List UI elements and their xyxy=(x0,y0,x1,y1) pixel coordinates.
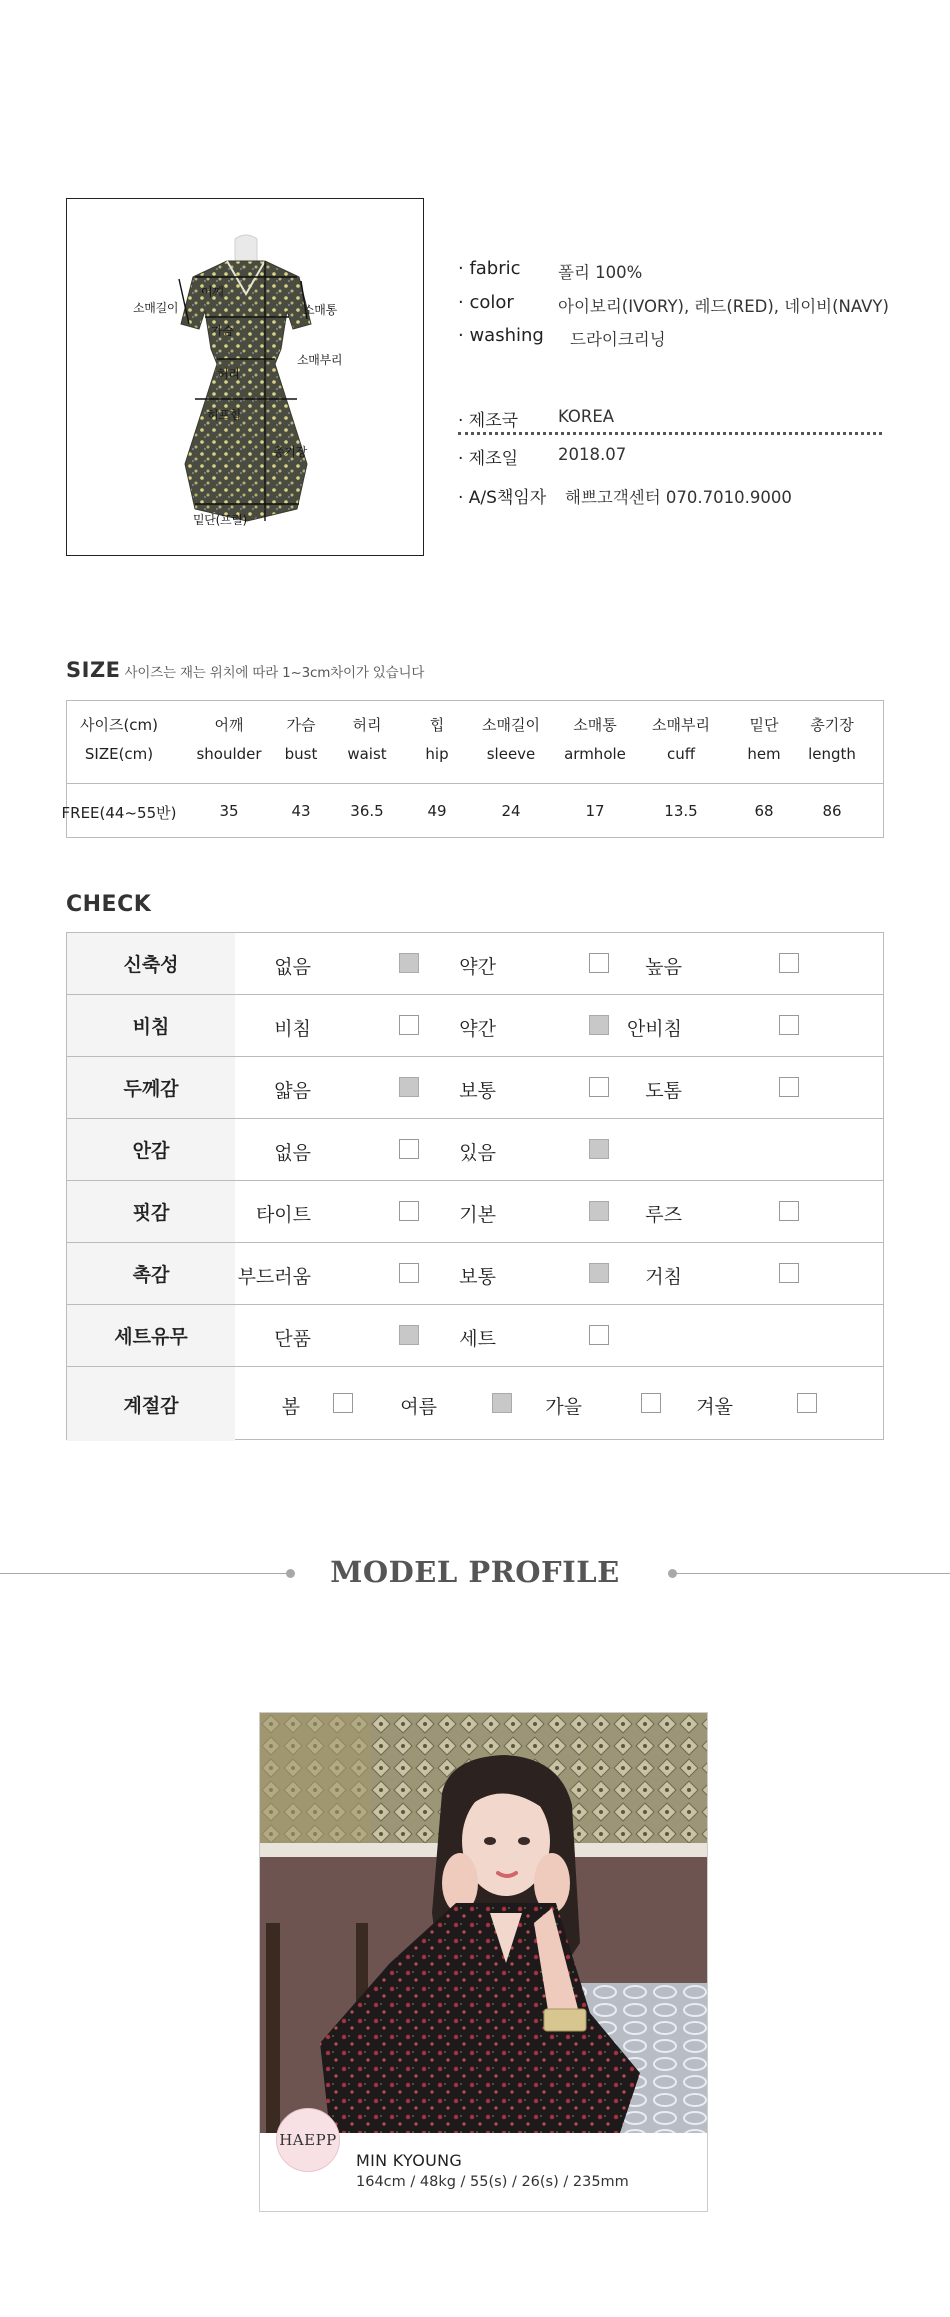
dotted-divider xyxy=(458,432,882,435)
check-row xyxy=(67,1367,883,1441)
checkbox-checked xyxy=(399,953,419,973)
check-option-label: 가을 xyxy=(545,1396,582,1418)
checkbox-unchecked xyxy=(779,1015,799,1035)
check-option-label: 봄 xyxy=(281,1396,300,1418)
check-option-label: 기본 xyxy=(459,1204,496,1226)
check-row-label: 핏감 xyxy=(67,1181,235,1242)
check-row xyxy=(67,1057,883,1119)
check-option-label: 여름 xyxy=(400,1396,437,1418)
check-row xyxy=(67,1243,883,1305)
check-row-label: 두께감 xyxy=(67,1057,235,1118)
size-cell-ko: 가슴 xyxy=(286,716,316,734)
size-cell-value: 35 xyxy=(219,802,239,820)
size-cell-ko: 소매길이 xyxy=(482,716,540,734)
checkbox-checked xyxy=(492,1393,512,1413)
size-cell-en: SIZE(cm) xyxy=(84,745,154,763)
info-fabric: · fabric 폴리 100% xyxy=(458,258,643,282)
size-cell-en: cuff xyxy=(666,745,696,763)
checkbox-unchecked xyxy=(589,1077,609,1097)
check-option-label: 없음 xyxy=(274,1142,311,1164)
checkbox-checked xyxy=(399,1077,419,1097)
check-option-label: 겨울 xyxy=(696,1396,733,1418)
size-cell-en: sleeve xyxy=(486,745,536,763)
size-cell-en: hip xyxy=(425,745,449,763)
checkbox-checked xyxy=(589,1263,609,1283)
checkbox-unchecked xyxy=(399,1015,419,1035)
check-row-label: 세트유무 xyxy=(67,1305,235,1366)
label-hip: 히프힙 xyxy=(207,408,241,422)
dress-measurement-image xyxy=(66,198,424,556)
check-option-label: 안비침 xyxy=(626,1018,682,1040)
check-row-label: 계절감 xyxy=(67,1367,235,1441)
label-length: 총기장 xyxy=(273,445,307,459)
check-option-label: 루즈 xyxy=(645,1204,682,1226)
model-profile-title: MODEL PROFILE xyxy=(330,1555,620,1589)
check-row xyxy=(67,995,883,1057)
label-shoulder: 어깨 xyxy=(201,285,224,299)
checkbox-unchecked xyxy=(399,1263,419,1283)
check-row xyxy=(67,1305,883,1367)
model-name: MIN KYOUNG xyxy=(356,2151,463,2170)
checkbox-checked xyxy=(589,1139,609,1159)
model-card xyxy=(259,1712,708,2212)
size-cell-ko: 밑단 xyxy=(749,716,779,734)
check-option-label: 보통 xyxy=(459,1266,496,1288)
check-row xyxy=(67,1181,883,1243)
size-cell-value: 36.5 xyxy=(350,802,384,820)
size-title: SIZE 사이즈는 재는 위치에 따라 1~3cm차이가 있습니다 xyxy=(66,658,425,682)
check-option-label: 부드러움 xyxy=(237,1266,311,1288)
size-cell-en: hem xyxy=(747,745,781,763)
check-option-label: 도톰 xyxy=(645,1080,682,1102)
size-cell-ko: 총기장 xyxy=(810,716,854,734)
size-cell-ko: 어깨 xyxy=(214,716,244,734)
check-option-label: 단품 xyxy=(274,1328,311,1350)
size-cell-en: armhole xyxy=(564,745,626,763)
checkbox-unchecked xyxy=(779,953,799,973)
checkbox-unchecked xyxy=(399,1139,419,1159)
label-armhole: 소매통 xyxy=(303,303,337,317)
size-cell-value: 49 xyxy=(427,802,447,820)
check-option-label: 타이트 xyxy=(255,1204,311,1226)
check-title: CHECK xyxy=(66,892,152,917)
check-option-label: 약간 xyxy=(459,956,496,978)
checkbox-checked xyxy=(589,1201,609,1221)
checkbox-unchecked xyxy=(779,1077,799,1097)
check-option-label: 보통 xyxy=(459,1080,496,1102)
size-cell-value: 13.5 xyxy=(664,802,698,820)
size-cell-ko: 허리 xyxy=(352,716,382,734)
check-option-label: 얇음 xyxy=(274,1080,311,1102)
size-cell-ko: 소매부리 xyxy=(652,716,710,734)
brand-badge: HAEPP xyxy=(276,2108,340,2172)
check-option-label: 없음 xyxy=(274,956,311,978)
checkbox-unchecked xyxy=(797,1393,817,1413)
check-row xyxy=(67,933,883,995)
info-date: · 제조일 2018.07 xyxy=(458,445,627,469)
check-row-label: 안감 xyxy=(67,1119,235,1180)
checkbox-unchecked xyxy=(641,1393,661,1413)
check-table xyxy=(66,932,884,1440)
size-cell-en: length xyxy=(808,745,856,763)
size-cell-ko: 소매통 xyxy=(573,716,617,734)
checkbox-checked xyxy=(399,1325,419,1345)
check-option-label: 있음 xyxy=(459,1142,496,1164)
size-table-divider xyxy=(67,783,883,784)
info-origin: · 제조국 KOREA xyxy=(458,407,615,431)
label-cuff: 소매부리 xyxy=(297,353,343,367)
label-bust: 가슴 xyxy=(211,324,234,338)
check-option-label: 약간 xyxy=(459,1018,496,1040)
check-row-label: 비침 xyxy=(67,995,235,1056)
size-table xyxy=(61,700,884,838)
checkbox-unchecked xyxy=(779,1201,799,1221)
label-sleeve-length: 소매길이 xyxy=(133,301,179,315)
size-cell-en: waist xyxy=(347,745,387,763)
info-as: · A/S책임자 해쁘고객센터 070.7010.9000 xyxy=(458,488,792,508)
check-option-label: 비침 xyxy=(274,1018,311,1040)
size-cell-value: 43 xyxy=(291,802,311,820)
check-option-label: 높음 xyxy=(645,956,682,978)
check-row xyxy=(67,1119,883,1181)
label-waist: 허리 xyxy=(217,367,240,381)
check-option-label: 거침 xyxy=(645,1266,682,1288)
check-row-label: 신축성 xyxy=(67,933,235,994)
checkbox-unchecked xyxy=(333,1393,353,1413)
size-cell-ko: 힙 xyxy=(429,716,445,734)
checkbox-unchecked xyxy=(589,953,609,973)
size-cell-ko: 사이즈(cm) xyxy=(79,716,159,734)
check-row-label: 촉감 xyxy=(67,1243,235,1304)
size-cell-value: FREE(44~55반) xyxy=(61,804,177,822)
size-cell-en: bust xyxy=(284,745,318,763)
info-washing: · washing 드라이크리닝 xyxy=(458,325,666,349)
label-hem: 밑단(프릴) xyxy=(193,513,247,527)
size-cell-value: 68 xyxy=(754,802,774,820)
size-note: 사이즈는 재는 위치에 따라 1~3cm차이가 있습니다 xyxy=(124,665,425,681)
checkbox-unchecked xyxy=(589,1325,609,1345)
size-cell-en: shoulder xyxy=(196,745,262,763)
divider-line-right xyxy=(672,1573,950,1574)
checkbox-unchecked xyxy=(779,1263,799,1283)
size-cell-value: 24 xyxy=(501,802,521,820)
size-cell-value: 86 xyxy=(822,802,842,820)
info-color: · color 아이보리(IVORY), 레드(RED), 네이비(NAVY) xyxy=(458,292,889,316)
check-option-label: 세트 xyxy=(459,1328,496,1350)
size-cell-value: 17 xyxy=(585,802,605,820)
model-stats: 164cm / 48kg / 55(s) / 26(s) / 235mm xyxy=(356,2174,629,2190)
checkbox-checked xyxy=(589,1015,609,1035)
checkbox-unchecked xyxy=(399,1201,419,1221)
